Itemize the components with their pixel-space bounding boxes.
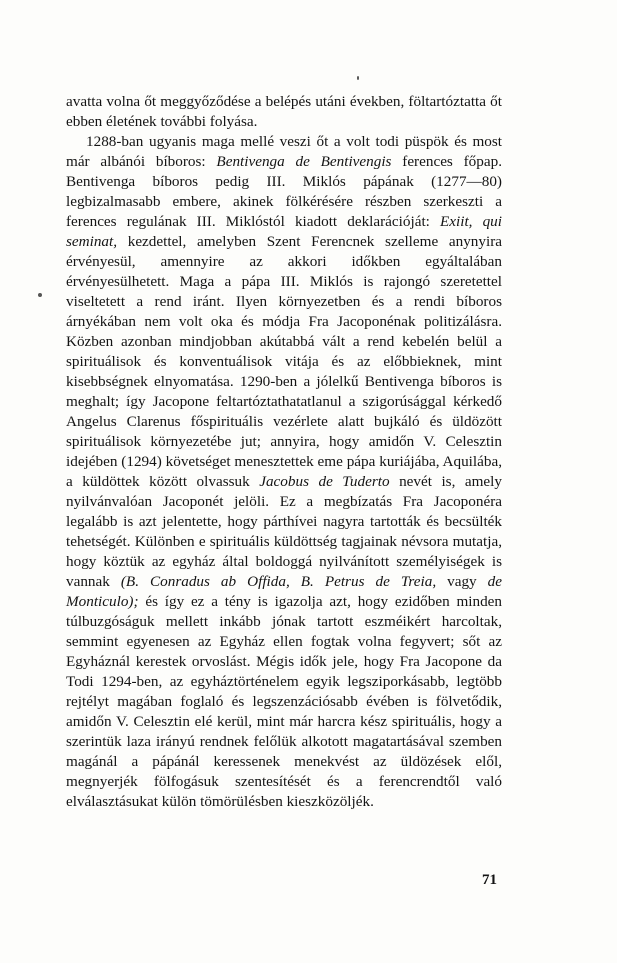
italic-run: de Monticulo);	[66, 573, 503, 610]
italic-run: Bentivenga de Bentivengis	[216, 153, 392, 170]
text-run: 1288-ban ugyanis maga mellé veszi őt a volt todi püspök és most már albánói bíboros:	[66, 133, 502, 170]
text-run: vagy	[436, 573, 488, 590]
text-run: nevét is, amely nyilvánvalóan Jacoponét jelöli. Ez a megbízatás Fra Jacoponéra legalább is azt jelentette, hogy párthívei nagyra tartották és becsülték tehetségét. Különben e spirituális küldöttség tagjainak névsora mutatja, hogy köztük az egyház által boldoggá nyilvánított személyiségek is vannak	[66, 473, 502, 590]
italic-run: Exiit, qui seminat,	[66, 213, 502, 250]
italic-run: (B. Conradus ab Offida, B. Petrus de Treia,	[120, 573, 437, 590]
print-speck	[38, 293, 42, 297]
print-speck	[357, 76, 359, 80]
page-number: 71	[482, 872, 497, 888]
text-run: és így ez a tény is igazolja azt, hogy ezidőben minden túlbuzgóságuk mellett inkább jónak tartott eszméikért harcoltak, semmint egyenesen az Egyház ellen fogtak volna fegyvert; sőt az Egyháznál kerestek orvoslást. Mégis idők jele, hogy Fra Jacopone da Todi 1294-ben, az egyháztörténelem egyik legsziporkásabb, legtöbb rejtélyt magában foglaló és legszenzációsabb évében is fölvetődik, amidőn V. Celesztin elé kerül, mint már harcra kész spirituális, hogy a szerintük laza irányú rendnek felőlük alkotott magatartásával szemben magánál a pápánál keressenek menekvést az üldözések elől, megnyerjék fölfogásuk szentesítését és a ferencrendtől való elválasztásukat külön tömörülésben kieszközöljék.	[66, 593, 502, 810]
paragraph	[66, 132, 502, 812]
text-run: kezdettel, amelyben Szent Ferencnek szelleme anynyira érvényesül, amennyire az akkori időkben egyáltalában érvényesülhetett. Maga a pápa III. Miklós is rajongó szeretettel viseltetett a rend iránt. Ilyen környezetben és a rendi bíboros árnyékában nem volt oka és módja Fra Jacoponénak politizálásra. Közben azonban mindjobban akútabbá vált a rend kebelén belül a spirituálisok és konventuálisok vitája és az előbbieknek, mint kisebbségnek elnyomatása. 1290-ben a jólelkű Bentivenga bíboros is meghalt; így Jacopone feltartóztathatatlanul a szigorúsággal kérkedő Angelus Clarenus főspirituális vezérlete alatt bujkáló és üldözött spirituálisok környezetébe jut; annyira, hogy amidőn V. Celesztin idejében (1294) követséget menesztettek eme pápa kuriájába, Aquilába, a küldöttek között olvassuk	[66, 233, 502, 490]
italic-run: Jacobus de Tuderto	[259, 473, 390, 490]
text-run: ferences főpap. Bentivenga bíboros pedig III. Miklós pápának (1277—80) legbizalmasabb embere, akinek fölkérésére részben szerkeszti a ferences regulának III. Miklóstól kiadott deklarációját:	[66, 153, 502, 230]
body-text	[66, 92, 502, 812]
text-run: avatta volna őt meggyőződése a belépés utáni években, föltartóztatta őt ebben életének további folyása.	[66, 93, 502, 130]
paragraph	[66, 92, 502, 132]
